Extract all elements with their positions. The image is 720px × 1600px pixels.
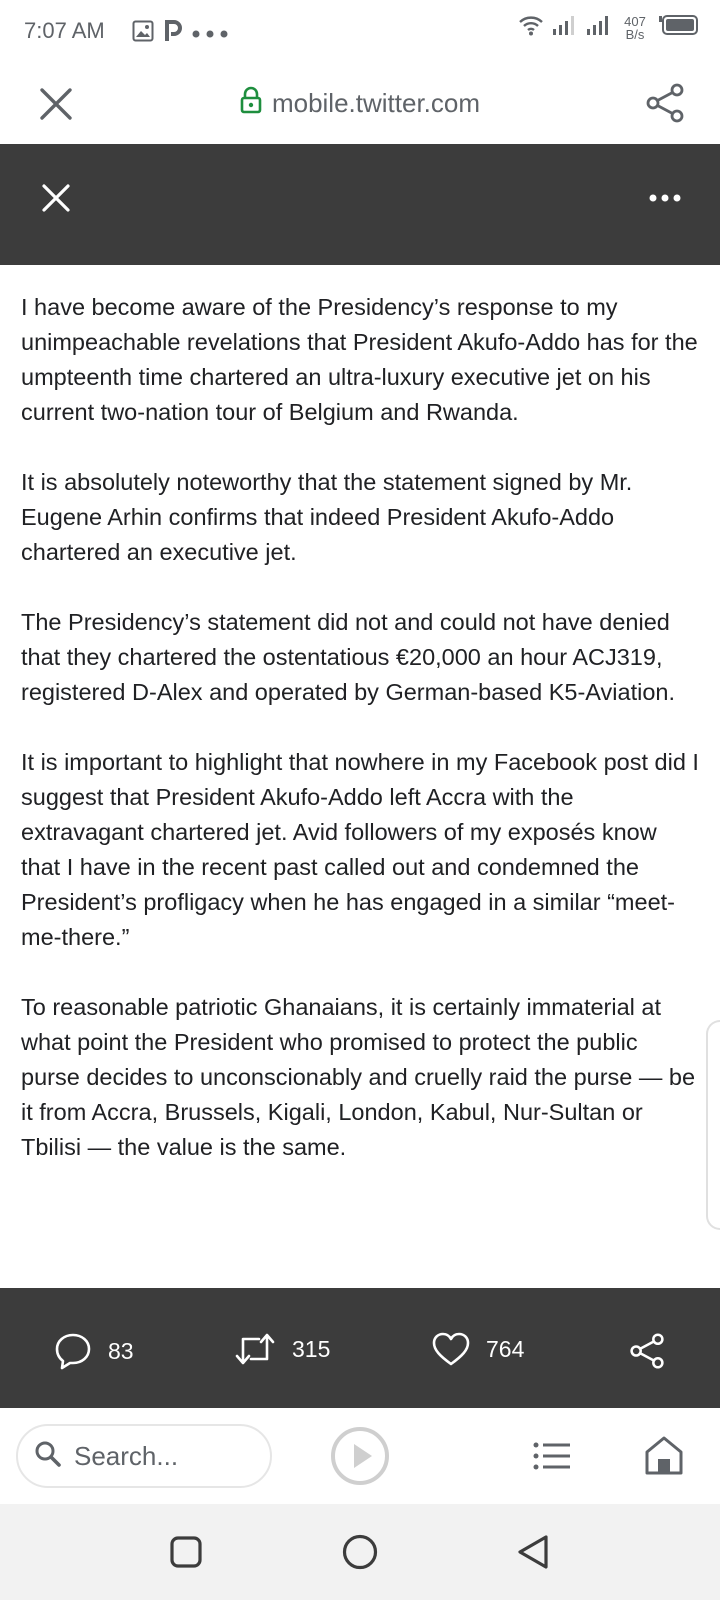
share-tweet-button[interactable] <box>628 1332 666 1370</box>
status-time: 7:07 AM <box>24 18 105 43</box>
more-icon[interactable] <box>648 190 682 206</box>
like-button[interactable] <box>432 1332 524 1366</box>
signal-icon <box>552 14 578 41</box>
notification-icons <box>132 20 228 47</box>
status-bar <box>0 0 720 64</box>
system-icons <box>518 14 698 41</box>
system-nav-bar <box>0 1504 720 1600</box>
article-paragraph: To reasonable patriotic Ghanaians, it is certainly immaterial at what point the President who promised to protect the public purse decides to unconscionably and cruelly raid the purse — be it from Accra, Brussels, Kigali, London, Kabul, Nur-Sultan or Tbilisi — the value is the same. <box>21 994 696 1160</box>
p-icon <box>164 20 182 47</box>
image-icon <box>132 20 154 47</box>
signal-icon <box>586 14 612 41</box>
net-speed <box>620 15 650 41</box>
retweet-button[interactable] <box>234 1332 330 1366</box>
browser-toolbar <box>0 64 720 144</box>
article-paragraph: The Presidency’s statement did not and could not have denied that they chartered the ostentatious €20,000 an hour ACJ319, registered D-Alex and operated by German-based K5-Aviation. <box>21 609 676 705</box>
play-icon[interactable] <box>330 1426 390 1486</box>
article-paragraph: It is absolutely noteworthy that the statement signed by Mr. Eugene Arhin confirms that indeed President Akufo-Addo chartered an executive jet. <box>21 469 633 565</box>
lock-icon <box>240 86 262 121</box>
heart-icon <box>432 1332 470 1366</box>
home-nav-icon[interactable] <box>342 1534 378 1570</box>
search-icon <box>34 1440 62 1473</box>
search-box[interactable] <box>16 1424 272 1488</box>
article-paragraph: It is important to highlight that nowhere in my Facebook post did I suggest that President Akufo-Addo left Accra with the extravagant chartered jet. Avid followers of my exposés know that I have in the recent past called out and condemned the President’s profligacy when he has engaged in a similar “meet-me-there.” <box>21 749 699 950</box>
net-speed-value: 407 <box>624 13 646 29</box>
close-icon[interactable] <box>38 180 74 216</box>
wifi-icon <box>518 14 544 41</box>
edge-panel-handle[interactable] <box>706 1020 720 1230</box>
article-paragraph: I have become aware of the Presidency’s response to my unimpeachable revelations that President Akufo-Addo has for the umpteenth time chartered an ultra-luxury executive jet on his current two-nation tour of Belgium and Rwanda. <box>21 294 698 425</box>
share-icon[interactable] <box>644 82 686 124</box>
bottom-toolbar <box>0 1408 720 1504</box>
share-icon <box>628 1332 666 1370</box>
search-input[interactable] <box>74 1441 244 1472</box>
retweet-icon <box>234 1332 276 1366</box>
article-body <box>21 290 701 1200</box>
reply-count: 83 <box>108 1337 134 1364</box>
net-speed-unit: B/s <box>625 26 645 42</box>
tweet-actions-bar <box>0 1288 720 1408</box>
home-icon[interactable] <box>644 1434 684 1476</box>
battery-icon <box>658 14 698 41</box>
reply-button[interactable] <box>54 1332 134 1370</box>
retweet-count: 315 <box>292 1335 331 1362</box>
reply-icon <box>54 1332 92 1370</box>
url-text: mobile.twitter.com <box>271 88 481 118</box>
viewer-header <box>0 144 720 265</box>
more-dots-icon <box>192 25 228 43</box>
list-icon[interactable] <box>532 1440 572 1472</box>
like-count: 764 <box>486 1335 525 1362</box>
address-bar[interactable] <box>0 86 720 121</box>
recents-icon[interactable] <box>170 1536 202 1568</box>
back-icon[interactable] <box>516 1534 550 1570</box>
